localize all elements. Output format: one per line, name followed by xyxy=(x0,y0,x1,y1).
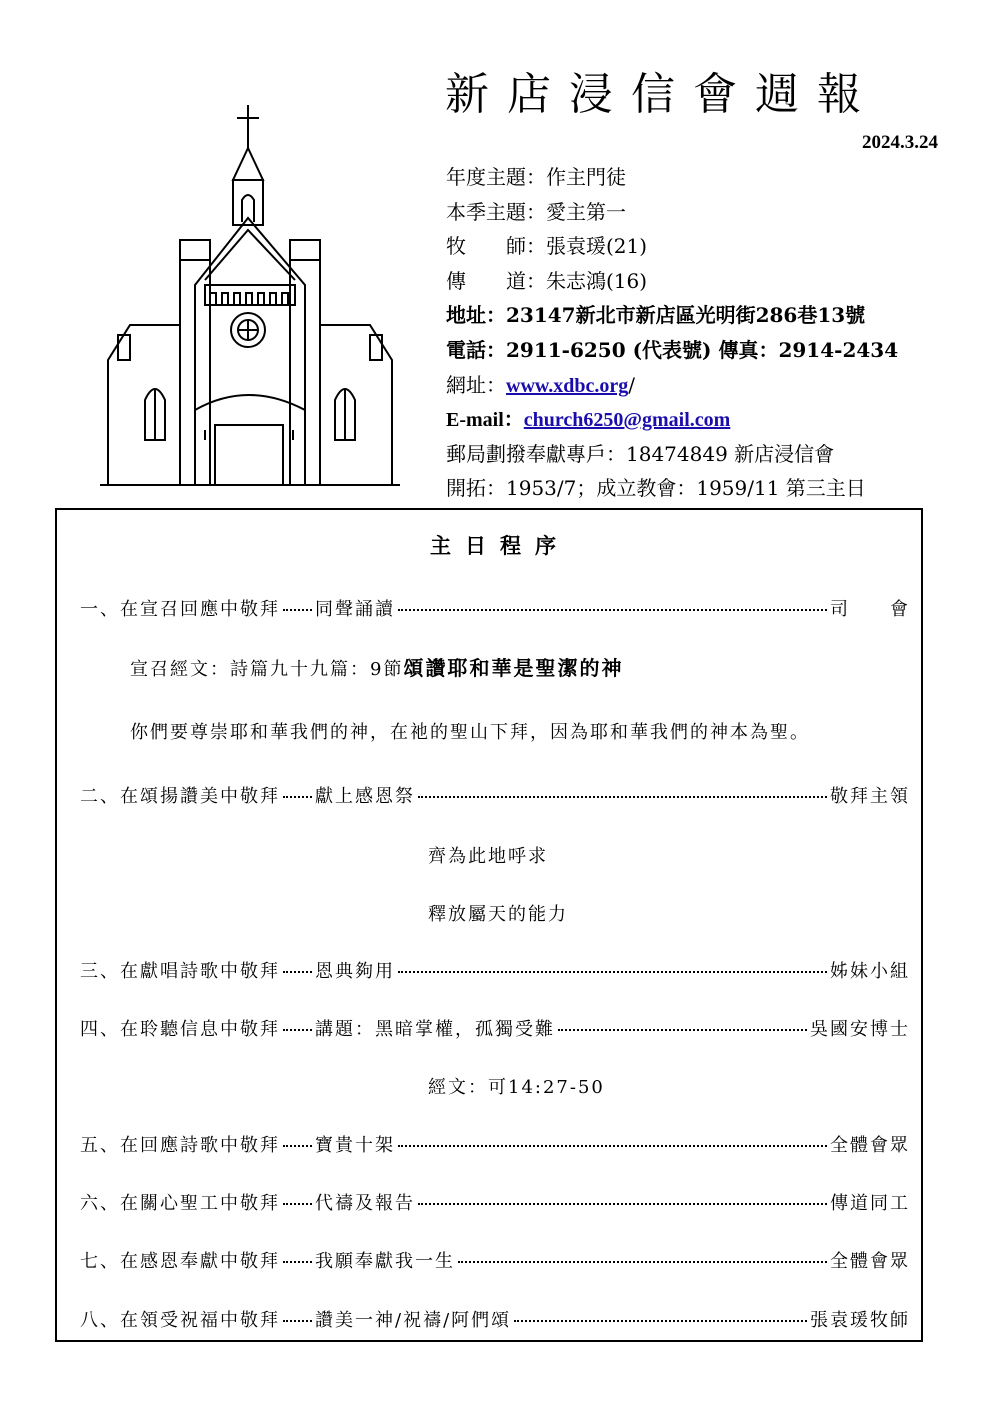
program-row xyxy=(80,1187,910,1217)
leader-dots xyxy=(283,595,312,611)
church-illustration xyxy=(100,100,400,490)
leader-dots xyxy=(398,595,827,611)
leader-dots xyxy=(458,1247,827,1263)
program-part: 五、在回應詩歌中敬拜 xyxy=(80,1135,280,1156)
program-row xyxy=(80,1013,910,1043)
call-verse-ref: 宣召經文：詩篇九十九篇：9節 xyxy=(130,659,404,680)
program-part: 一、在宣召回應中敬拜 xyxy=(80,599,280,620)
leader-dots xyxy=(283,782,312,798)
program-content: 講題：黑暗掌權，孤獨受難 xyxy=(315,1019,555,1040)
leader-dots xyxy=(514,1306,807,1322)
email-link[interactable]: church6250@gmail.com xyxy=(523,409,731,432)
call-verse-title: 頌讚耶和華是聖潔的神 xyxy=(403,656,624,680)
website-label: 網址： xyxy=(446,372,506,397)
program-leader: 吳國安博士 xyxy=(810,1019,910,1040)
founding-info: 開拓：1953/7；成立教會：1959/11 第三主日 xyxy=(446,476,866,501)
program-row xyxy=(80,593,910,623)
leader-dots xyxy=(283,1189,312,1205)
leader-dots xyxy=(283,1131,312,1147)
program-content: 讚美一神/祝禱/阿們頌 xyxy=(315,1310,512,1331)
program-row xyxy=(80,955,910,985)
preacher-name: 道：朱志鴻(16) xyxy=(506,268,648,293)
email-label: E-mail： xyxy=(446,409,524,432)
program-part: 八、在領受祝福中敬拜 xyxy=(80,1310,280,1331)
program-row xyxy=(80,1245,910,1275)
program-content: 代禱及報告 xyxy=(315,1193,415,1214)
address: 地址：23147新北市新店區光明街286巷13號 xyxy=(446,303,866,328)
preacher-label: 傳 xyxy=(446,268,466,293)
pastor-label: 牧 xyxy=(446,234,466,259)
program-leader: 司 會 xyxy=(830,599,910,620)
song-title: 釋放屬天的能力 xyxy=(428,904,568,925)
program-part: 二、在頌揚讚美中敬拜 xyxy=(80,786,280,807)
program-part: 七、在感恩奉獻中敬拜 xyxy=(80,1251,280,1272)
pastor-line xyxy=(446,229,966,264)
bulletin-title: 新店浸信會週報 xyxy=(445,69,879,120)
program-content: 寶貴十架 xyxy=(315,1135,395,1156)
annual-theme: 年度主題：作主門徒 xyxy=(446,165,626,189)
leader-dots xyxy=(398,957,827,973)
email-line xyxy=(446,402,966,437)
program-row xyxy=(80,1129,910,1159)
program-leader: 全體會眾 xyxy=(830,1135,910,1156)
preacher-line xyxy=(446,264,966,299)
program-part: 三、在獻唱詩歌中敬拜 xyxy=(80,961,280,982)
website-link[interactable]: www.xdbc.org xyxy=(506,374,629,397)
pastor-name: 師：張袁瑗(21) xyxy=(506,234,648,259)
leader-dots xyxy=(283,1247,312,1263)
program-leader: 傳道同工 xyxy=(830,1193,910,1214)
call-verse-text: 你們要尊崇耶和華我們的神，在祂的聖山下拜，因為耶和華我們的神本為聖。 xyxy=(130,722,810,743)
season-theme: 本季主題：愛主第一 xyxy=(446,199,626,224)
bulletin-date: 2024.3.24 xyxy=(862,132,938,153)
scripture: 經文：可14:27-50 xyxy=(428,1077,605,1098)
program-leader: 全體會眾 xyxy=(830,1251,910,1272)
leader-dots xyxy=(283,1306,312,1322)
program-row xyxy=(80,1304,910,1334)
church-info xyxy=(446,160,966,506)
website-line xyxy=(446,368,966,403)
call-verse xyxy=(130,652,623,681)
leader-dots xyxy=(418,782,827,798)
leader-dots xyxy=(283,1015,312,1031)
program-leader: 姊妹小組 xyxy=(830,961,910,982)
program-leader: 敬拜主領 xyxy=(830,786,910,807)
program-content: 獻上感恩祭 xyxy=(315,786,415,807)
program-part: 四、在聆聽信息中敬拜 xyxy=(80,1019,280,1040)
postal-account: 郵局劃撥奉獻專戶：18474849 新店浸信會 xyxy=(446,441,835,466)
program-content: 我願奉獻我一生 xyxy=(315,1251,455,1272)
program-row xyxy=(80,780,910,810)
website-suffix: / xyxy=(628,372,635,397)
phone-fax: 電話：2911-6250 (代表號) 傳真：2914-2434 xyxy=(446,337,899,362)
song-title: 齊為此地呼求 xyxy=(428,846,548,867)
program-leader: 張袁瑗牧師 xyxy=(810,1310,910,1331)
program-part: 六、在關心聖工中敬拜 xyxy=(80,1193,280,1214)
program-title: 主日程序 xyxy=(430,533,570,558)
leader-dots xyxy=(558,1015,807,1031)
program-content: 同聲誦讀 xyxy=(315,599,395,620)
leader-dots xyxy=(418,1189,827,1205)
program-content: 恩典夠用 xyxy=(315,961,395,982)
leader-dots xyxy=(398,1131,827,1147)
leader-dots xyxy=(283,957,312,973)
